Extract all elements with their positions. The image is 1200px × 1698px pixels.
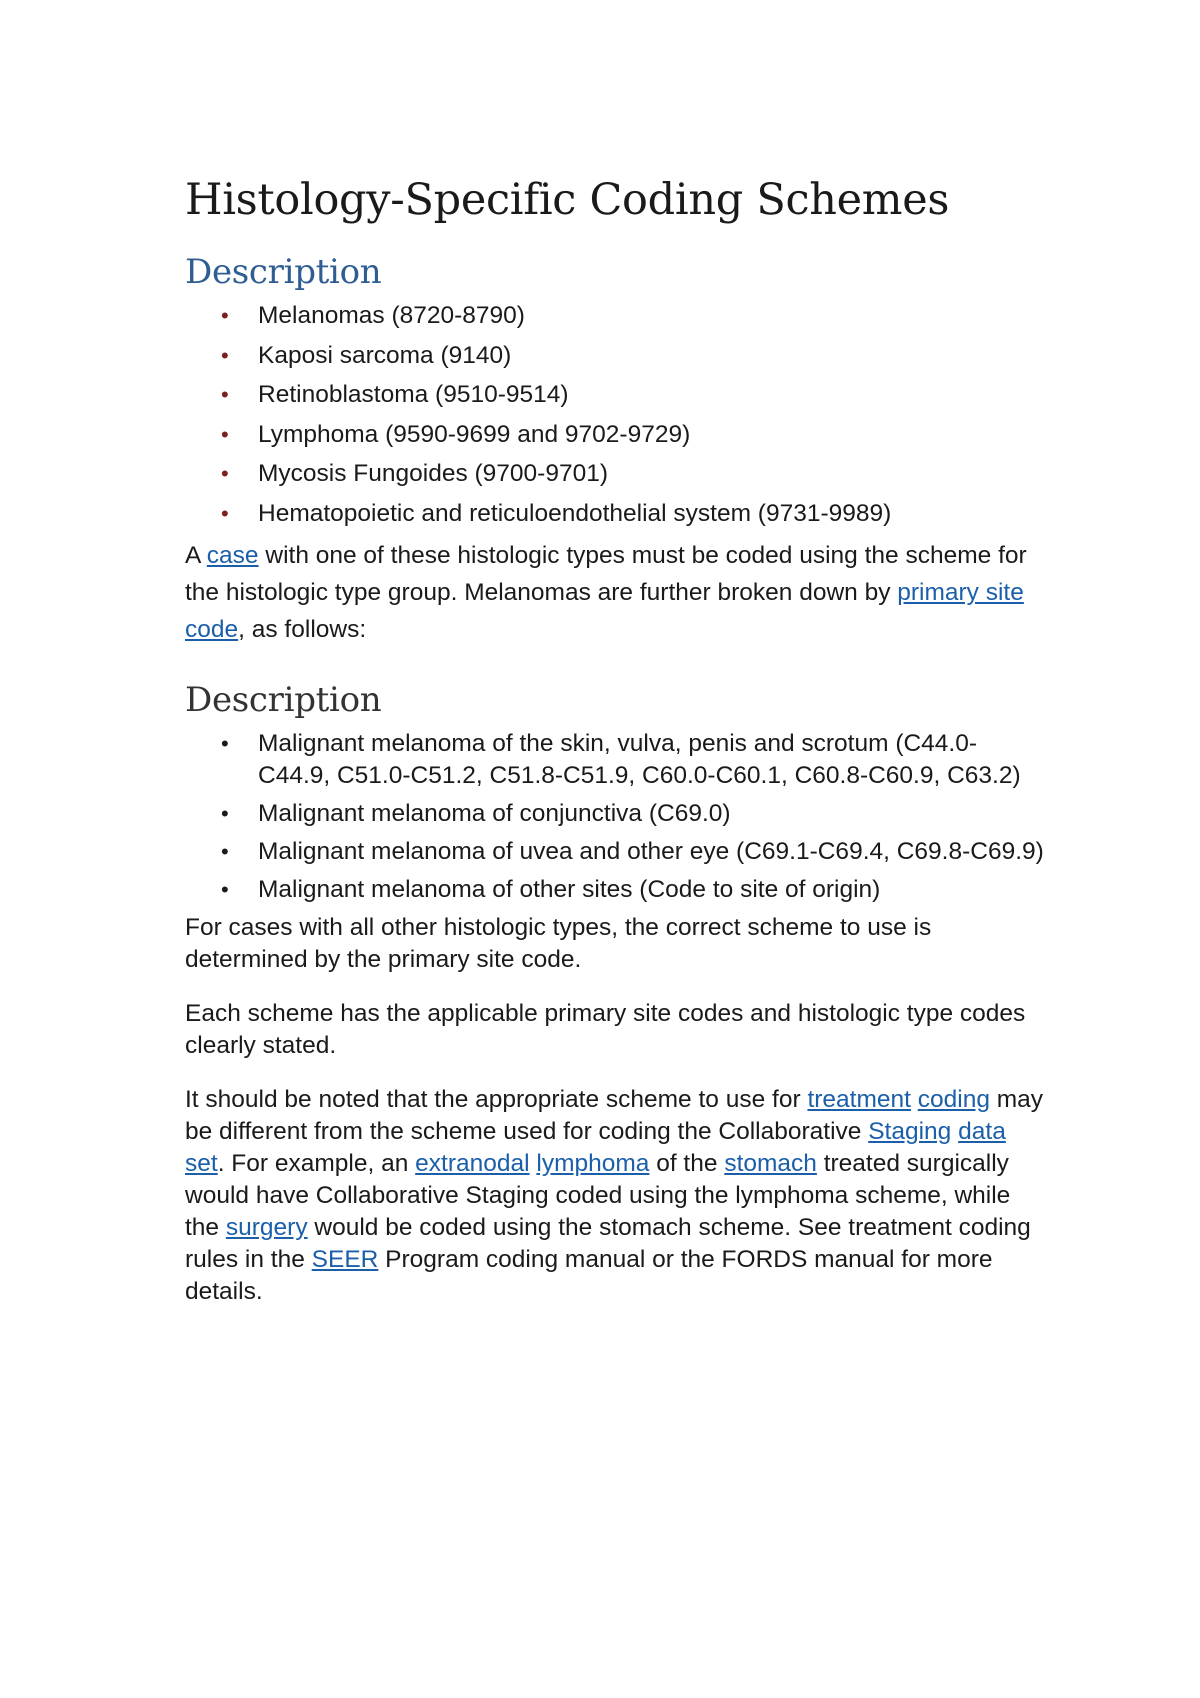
link-primary-site[interactable]: primary site [897, 579, 1024, 606]
bullet-icon: • [221, 382, 229, 407]
link-lymphoma[interactable]: lymphoma [536, 1150, 650, 1177]
bullet-icon: • [221, 801, 229, 826]
list-item: • Hematopoietic and reticuloendothelial system (9731-9989) [185, 498, 1045, 530]
bullet-icon: • [221, 421, 229, 447]
list-item: • Malignant melanoma of other sites (Code to site of origin) [185, 874, 1045, 906]
bullet-icon: • [221, 839, 229, 864]
paragraph-case: A case with one of these histologic types must be coded using the scheme for the histologic type group. Melanomas are further broken down by primary site code, as follows: [185, 542, 1027, 643]
list-item: • Melanomas (8720-8790) [185, 300, 1045, 332]
list-item: • Malignant melanoma of uvea and other eye (C69.1-C69.4, C69.8-C69.9) [185, 836, 1045, 868]
list-item: • Mycosis Fungoides (9700-9701) [185, 458, 1045, 490]
link-data-set[interactable]: data set [185, 1118, 1006, 1177]
paragraph-treatment-note: It should be noted that the appropriate scheme to use for treatment coding may be different from the scheme used for coding the Collaborative Staging data set. For example, an extranodal lymphoma of the stomach treated surgically would have Collaborative Staging coded using the lymphoma scheme, while the surgery would be coded using the stomach scheme. See treatment coding rules in the SEER Program coding manual or the FORDS manual for more details. [185, 1086, 1044, 1305]
list-item: • Retinoblastoma (9510-9514) [185, 379, 1045, 411]
bullet-icon: • [221, 731, 229, 756]
bullet-icon: • [221, 877, 229, 902]
list-item: • Malignant melanoma of the skin, vulva, penis and scrotum (C44.0-C44.9, C51.0-C51.2, C51.8-C51.9, C60.0-C60.1, C60.8-C60.9, C63.2) [221, 730, 1021, 789]
link-coding[interactable]: coding [917, 1086, 990, 1113]
paragraph-other-histology: For cases with all other histologic types, the correct scheme to use is determined by the primary site code. [185, 914, 932, 973]
link-stomach[interactable]: stomach [724, 1150, 817, 1177]
link-treatment[interactable]: treatment [807, 1086, 911, 1113]
bullet-icon: • [221, 461, 229, 486]
link-case[interactable]: case [206, 542, 259, 569]
document-content [185, 172, 1045, 1308]
link-seer[interactable]: SEER [311, 1246, 379, 1273]
link-staging[interactable]: Staging [868, 1118, 952, 1145]
bullet-icon: • [221, 342, 229, 368]
section2-heading: Description [185, 680, 382, 720]
melanoma-site-list [185, 728, 1045, 906]
link-surgery[interactable]: surgery [225, 1214, 308, 1241]
histology-type-list [185, 300, 1045, 530]
list-item: • Malignant melanoma of conjunctiva (C69.0) [185, 798, 1045, 830]
list-item: • Lymphoma (9590-9699 and 9702-9729) [185, 419, 1045, 451]
link-code[interactable]: code [185, 616, 239, 643]
list-item: • Kaposi sarcoma (9140) [185, 340, 1045, 372]
section1-heading: Description [185, 252, 382, 292]
link-extranodal[interactable]: extranodal [415, 1150, 530, 1177]
page-title: Histology-Specific Coding Schemes [185, 175, 950, 225]
paragraph-scheme-codes: Each scheme has the applicable primary site codes and histologic type codes clearly stated. [185, 1000, 1026, 1059]
bullet-icon: • [221, 303, 229, 328]
bullet-icon: • [221, 500, 229, 526]
